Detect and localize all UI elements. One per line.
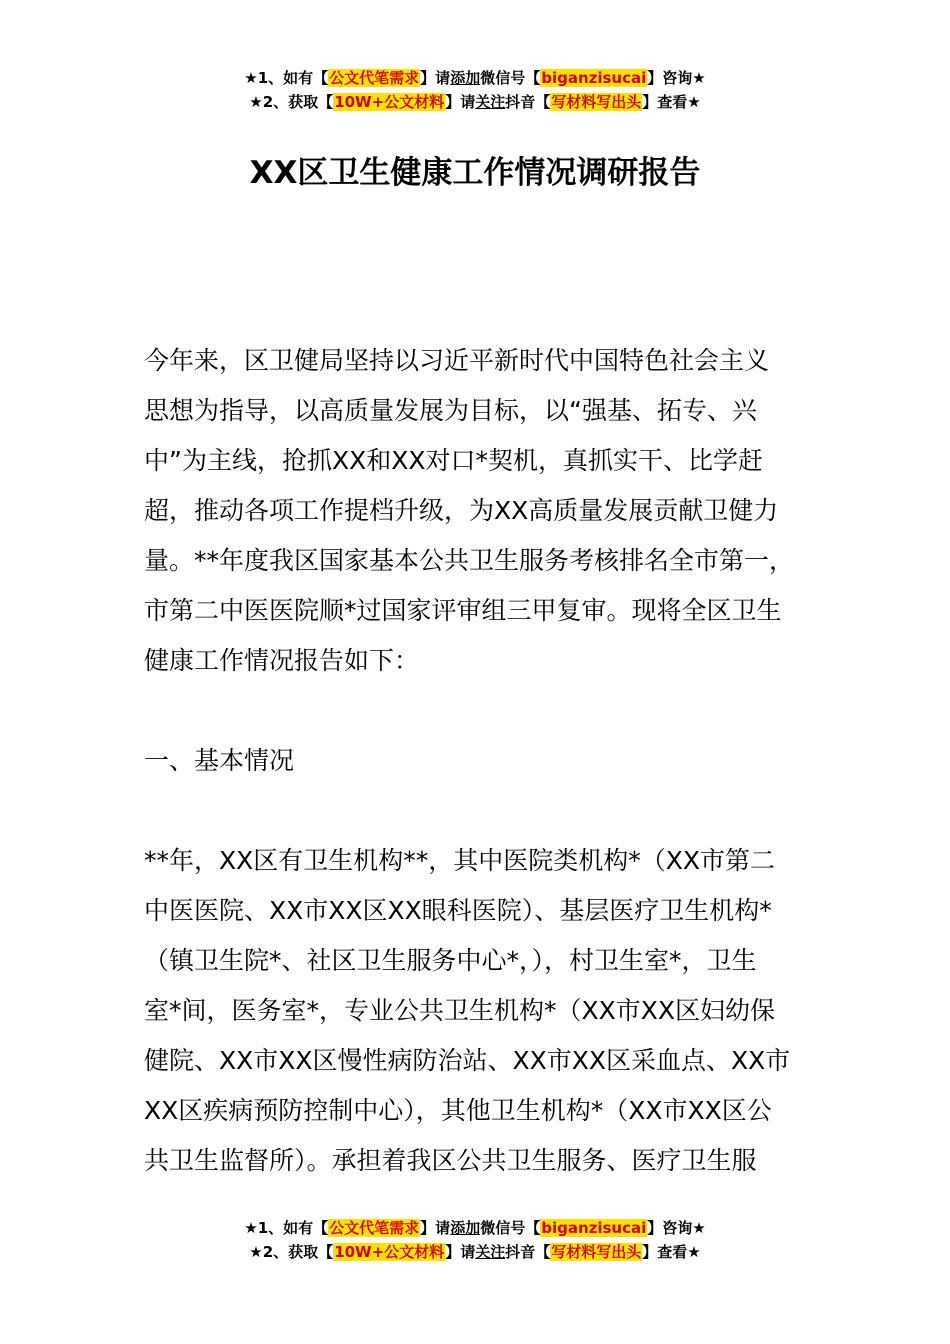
top-banner xyxy=(0,66,950,114)
text-line: XX区疾病预防控制中心），其他卫生机构*（XX市XX区公 xyxy=(144,1096,772,1125)
banner-highlight: 10W+公文材料 xyxy=(334,1243,445,1261)
document-title: XX区卫生健康工作情况调研报告 xyxy=(249,155,701,191)
banner-text: ★2、获取【 xyxy=(249,93,334,111)
banner-text: 】查看★ xyxy=(642,93,701,111)
text-line: 中”为主线，抢抓XX和XX对口*契机，真抓实干、比学赶 xyxy=(144,446,763,475)
text-line: **年，XX区有卫生机构**，其中医院类机构*（XX市第二 xyxy=(144,846,776,875)
banner-text: 】请 xyxy=(445,93,476,111)
section-1-paragraph xyxy=(144,836,814,1186)
text-line: 中医医院、XX市XX区XX眼科医院）、基层医疗卫生机构* xyxy=(144,896,772,925)
text-line: 今年来，区卫健局坚持以习近平新时代中国特色社会主义 xyxy=(144,346,770,375)
text-line: 健康工作情况报告如下： xyxy=(144,646,420,675)
section-1-heading: 一、基本情况 xyxy=(144,746,295,775)
banner-underlined: 关注 xyxy=(475,1243,506,1261)
banner-text: 】请 xyxy=(420,1219,451,1237)
banner-line-2 xyxy=(0,1240,950,1264)
text-line: 超，推动各项工作提档升级，为XX高质量发展贡献卫健力 xyxy=(144,496,779,525)
banner-text: ★2、获取【 xyxy=(249,1243,334,1261)
banner-text: 微信号【 xyxy=(480,1219,541,1237)
banner-text: 微信号【 xyxy=(480,69,541,87)
text-line: 室*间，医务室*，专业公共卫生机构*（XX市XX区妇幼保 xyxy=(144,996,776,1025)
banner-highlight: 10W+公文材料 xyxy=(334,93,445,111)
banner-underlined: 添加 xyxy=(450,69,481,87)
banner-highlight: 写材料写出头 xyxy=(551,1243,642,1261)
banner-highlight: 公文代笔需求 xyxy=(329,69,420,87)
banner-highlight: biganzisucai xyxy=(541,1219,647,1237)
banner-text: 】请 xyxy=(420,69,451,87)
bottom-banner xyxy=(0,1216,950,1264)
banner-text: 】咨询★ xyxy=(647,1219,706,1237)
banner-underlined: 关注 xyxy=(475,93,506,111)
banner-text: 】请 xyxy=(445,1243,476,1261)
banner-line-1 xyxy=(0,1216,950,1240)
banner-highlight: biganzisucai xyxy=(541,69,647,87)
banner-underlined: 添加 xyxy=(450,1219,481,1237)
section-heading xyxy=(144,736,814,786)
banner-line-1 xyxy=(0,66,950,90)
banner-highlight: 写材料写出头 xyxy=(551,93,642,111)
banner-line-2 xyxy=(0,90,950,114)
banner-text: 抖音【 xyxy=(505,1243,551,1261)
text-line: 市第二中医医院顺*过国家评审组三甲复审。现将全区卫生 xyxy=(144,596,782,625)
banner-text: ★1、如有【 xyxy=(244,69,329,87)
text-line: （镇卫生院*、社区卫生服务中心*，），村卫生室*，卫生 xyxy=(144,946,757,975)
banner-text: 】查看★ xyxy=(642,1243,701,1261)
text-line: 思想为指导，以高质量发展为目标，以“强基、拓专、兴 xyxy=(144,396,757,425)
banner-text: 】咨询★ xyxy=(647,69,706,87)
text-line: 共卫生监督所）。承担着我区公共卫生服务、医疗卫生服 xyxy=(144,1146,757,1175)
banner-highlight: 公文代笔需求 xyxy=(329,1219,420,1237)
banner-text: 抖音【 xyxy=(505,93,551,111)
text-line: 健院、XX市XX区慢性病防治站、XX市XX区采血点、XX市 xyxy=(144,1046,791,1075)
intro-paragraph xyxy=(144,336,814,686)
banner-text: ★1、如有【 xyxy=(244,1219,329,1237)
text-line: 量。**年度我区国家基本公共卫生服务考核排名全市第一， xyxy=(144,546,795,575)
